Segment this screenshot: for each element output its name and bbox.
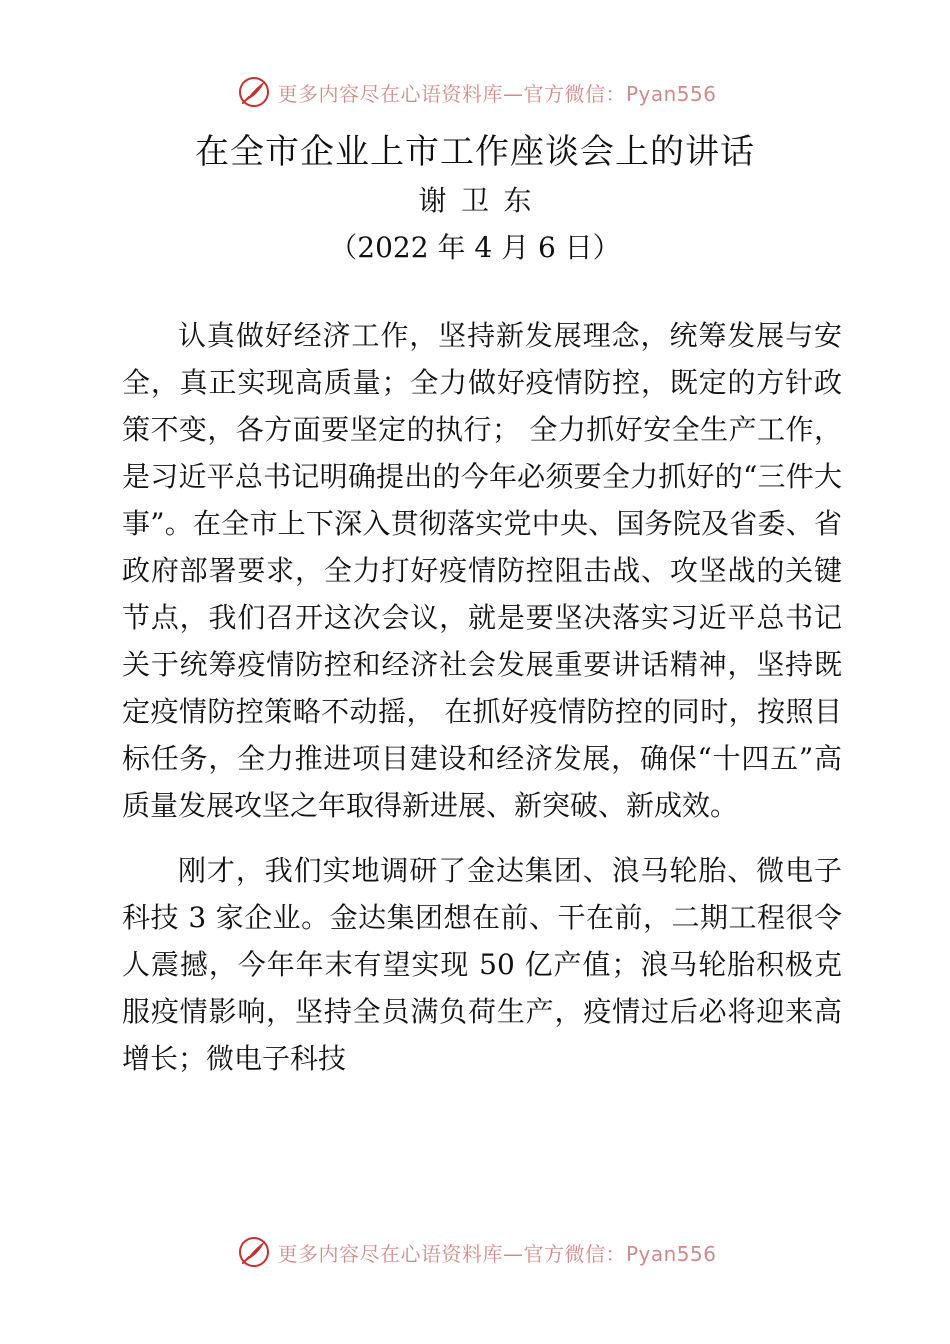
document-author: 谢 卫 东 — [418, 184, 532, 217]
quill-logo-icon — [237, 75, 271, 109]
watermark-group — [237, 1235, 716, 1269]
document-title: 在全市企业上市工作座谈会上的讲话 — [195, 132, 755, 172]
watermark-group — [237, 75, 716, 109]
footer-watermark — [0, 1232, 950, 1272]
paragraph-1: 认真做好经济工作，坚持新发展理念，统筹发展与安全，真正实现高质量；全力做好疫情防控，既定的方针政策不变，各方面要坚定的执行； 全力抓好安全生产工作，是习近平总书记明确提出的今年必须要全力抓好的“三件大事”。在全市上下深入贯彻落实党中央、国务院及省委、省政府部署要求，全力打好疫情防控阻击战、攻坚战的关键节点，我们召开这次会议，就是要坚决落实习近平总书记关于统筹疫情防控和经济社会发展重要讲话精神，坚持既定疫情防控策略不动摇， 在抓好疫情防控的同时，按照目标任务，全力推进项目建设和经济发展，确保“十四五”高质量发展攻坚之年取得新进展、新突破、新成效。 — [122, 319, 842, 822]
paragraph-2: 刚才，我们实地调研了金达集团、浪马轮胎、微电子科技 3 家企业。金达集团想在前、干在前，二期工程很令人震撼，今年年末有望实现 50 亿产值；浪马轮胎积极克服疫情影响，坚持全员满负荷生产，疫情过后必将迎来高增长；微电子科技 — [122, 854, 842, 1075]
quill-logo-icon — [237, 1235, 271, 1269]
watermark-text: 更多内容尽在心语资料库—官方微信：Pyan556 — [277, 81, 717, 106]
watermark-text: 更多内容尽在心语资料库—官方微信：Pyan556 — [277, 1241, 717, 1266]
document-date: （2022 年 4 月 6 日） — [329, 231, 621, 264]
header-watermark — [0, 72, 950, 112]
document-body — [122, 312, 842, 1082]
